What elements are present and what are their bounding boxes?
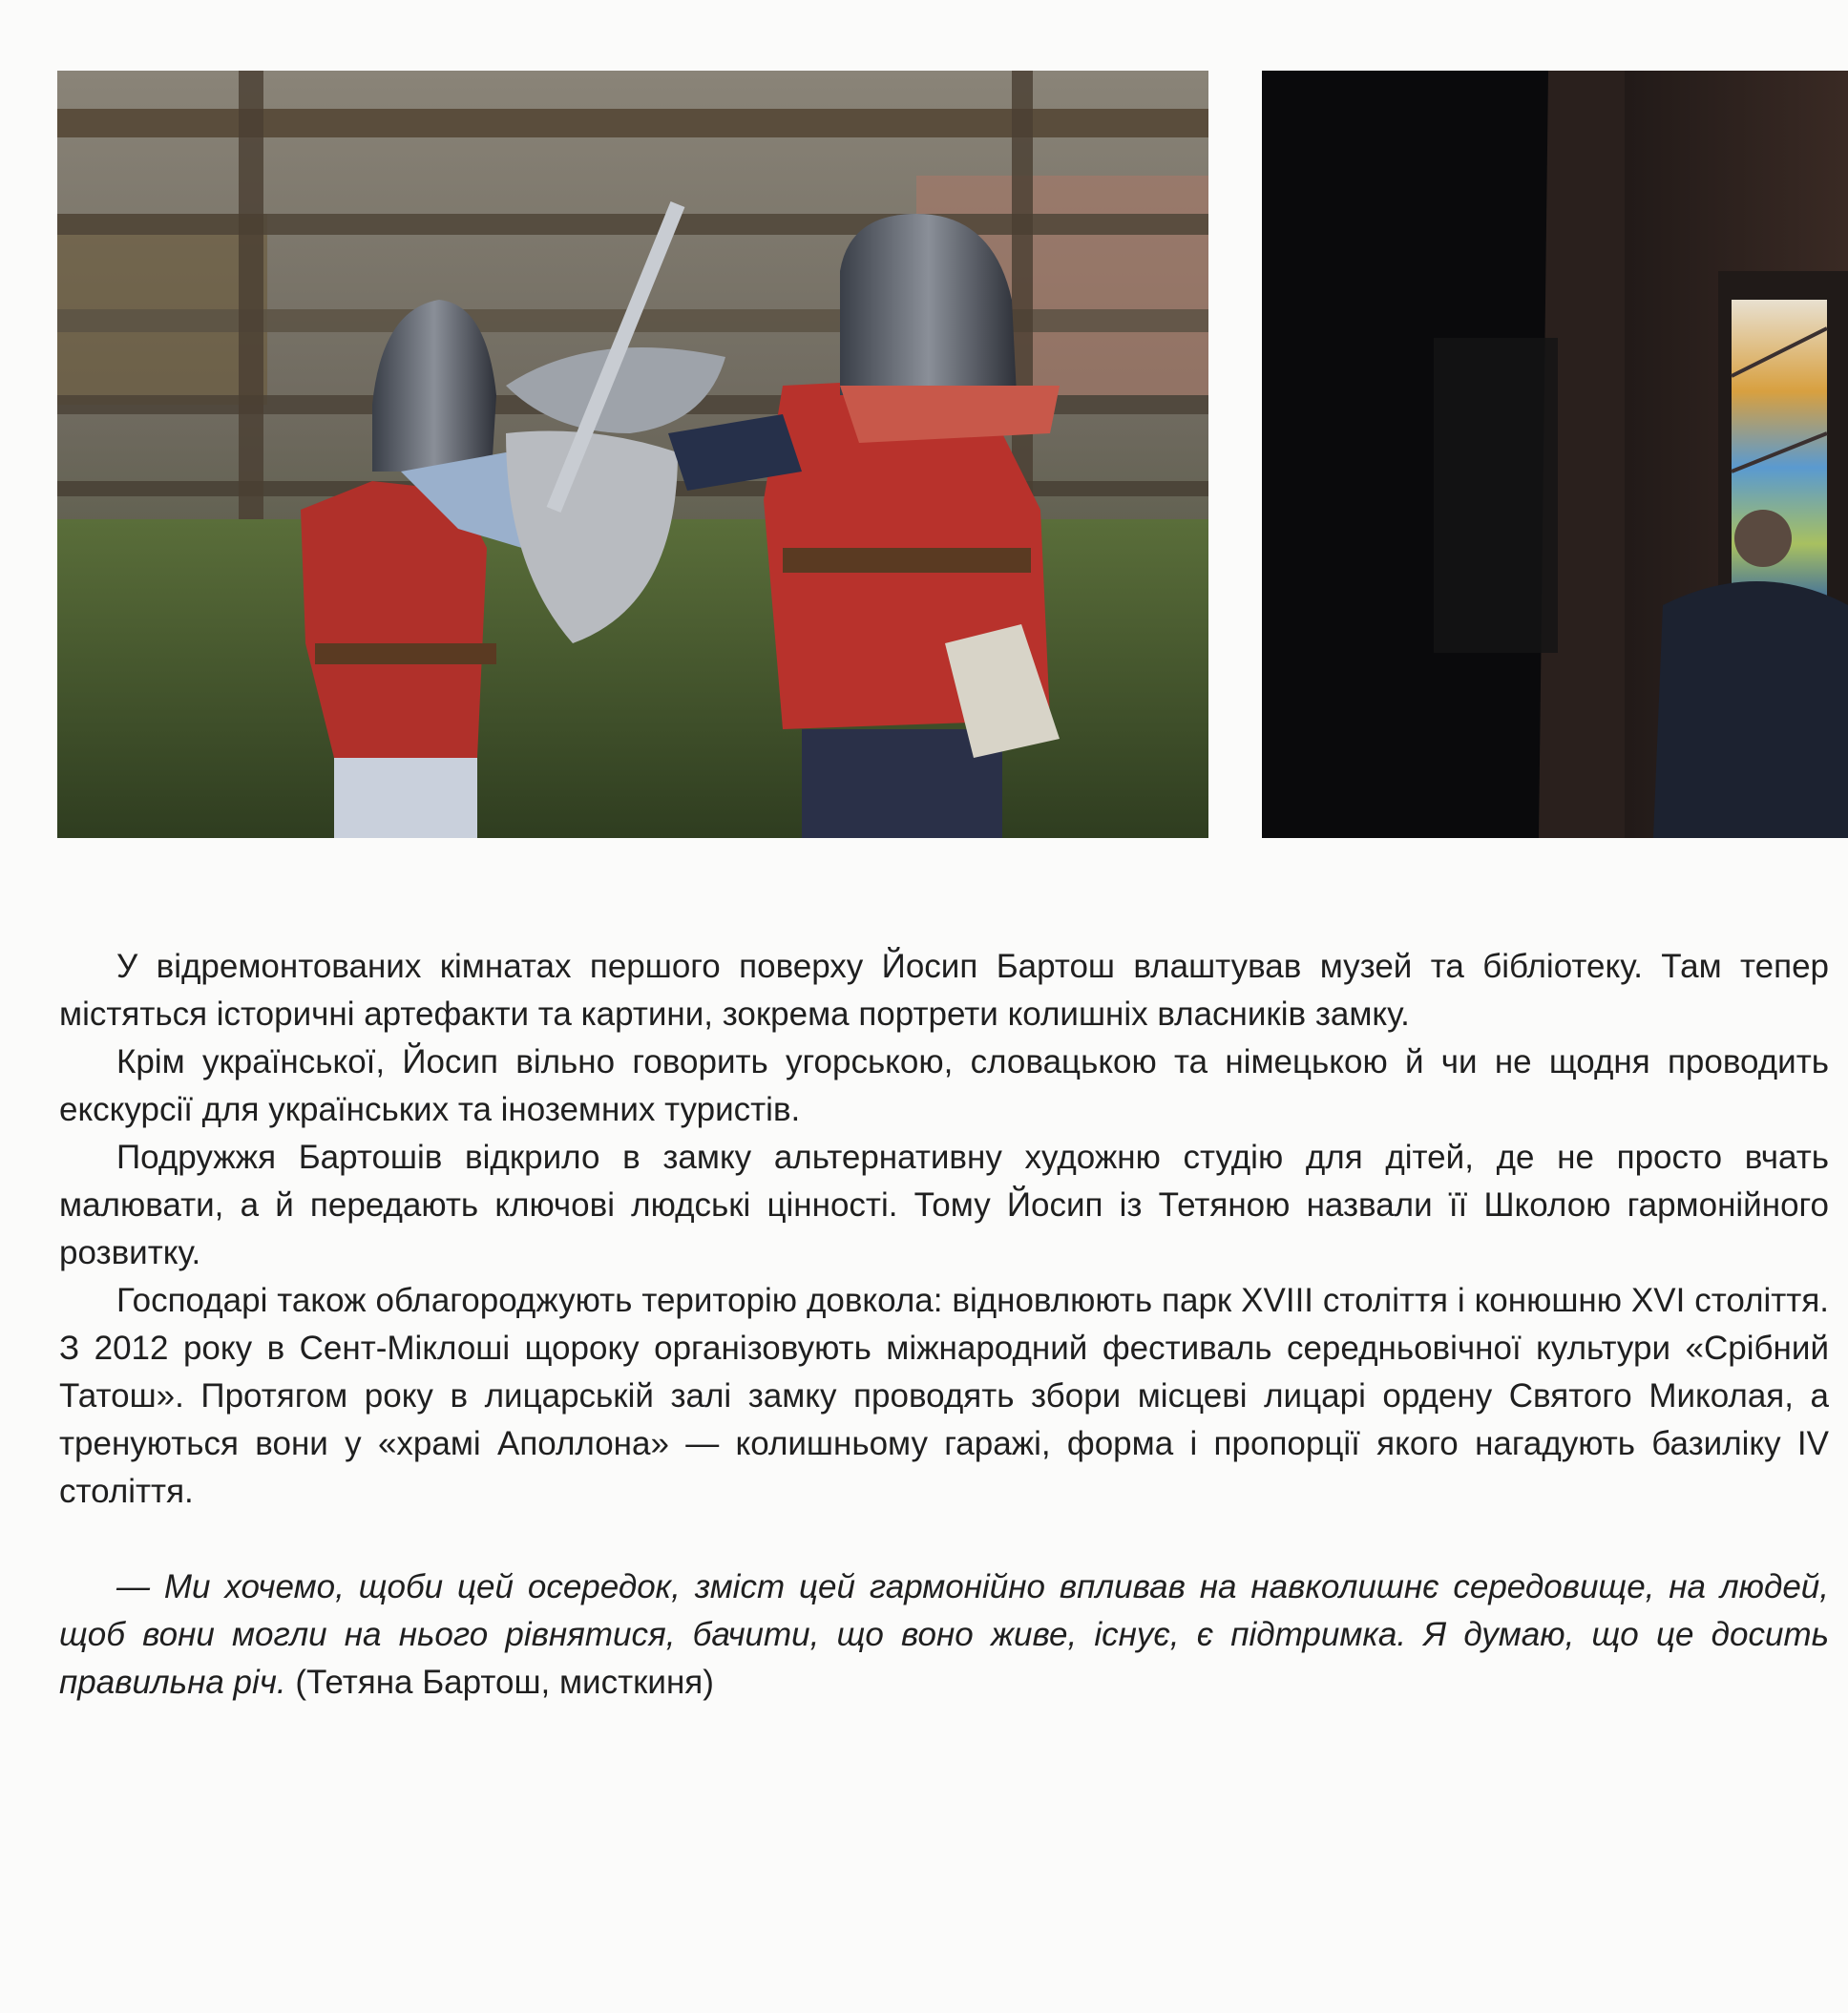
paragraph-territory: Господарі також облагороджують територію довкола: відновлюють парк XVIII століття і конюшню XVI століття. З 2012 року в Сент-Міклоші щороку організовують міжнародний фестиваль середньовічної культури «Срібний Татош». Протягом року в лицарській залі замку проводять збори місцеві лицарі ордену Святого Миколая, а тренуються вони у «храмі Аполлона» — колишньому гаражі, форма і пропорції якого нагадують базиліку IV століття. (59, 1282, 1829, 1510)
quote-paragraph (59, 1563, 1829, 1707)
dark-room-illustration (1262, 71, 1848, 838)
article-text (59, 943, 1829, 1707)
paragraph-art-studio: Подружжя Бартошів відкрило в замку альтернативну художню студію для дітей, де не просто вчать малювати, а й передають ключові людські цінності. Тому Йосип із Тетяною назвали її Школою гармонійного розвитку. (59, 1139, 1829, 1271)
paragraph-languages: Крім української, Йосип вільно говорить угорською, словацькою та німецькою й чи не щодня проводить екскурсії для українських та іноземних туристів. (59, 1043, 1829, 1128)
knights-children-photo (57, 71, 1208, 838)
quote-attribution: (Тетяна Бартош, мисткиня) (285, 1664, 714, 1701)
quote-text: — Ми хочемо, щоби цей осередок, зміст цей гармонійно впливав на навколишнє середовище, на людей, щоб вони могли на нього рівнятися, бачити, що воно живе, існує, є підтримка. Я думаю, що це досить правильна річ. (59, 1568, 1829, 1701)
knights-children-illustration (57, 71, 1208, 838)
dark-room-stained-window-photo (1262, 71, 1848, 838)
paragraph-museum: У відремонтованих кімнатах першого поверху Йосип Бартош влаштував музей та бібліотеку. Там тепер містяться історичні артефакти та картини, зокрема портрети колишніх власників замку. (59, 948, 1829, 1033)
